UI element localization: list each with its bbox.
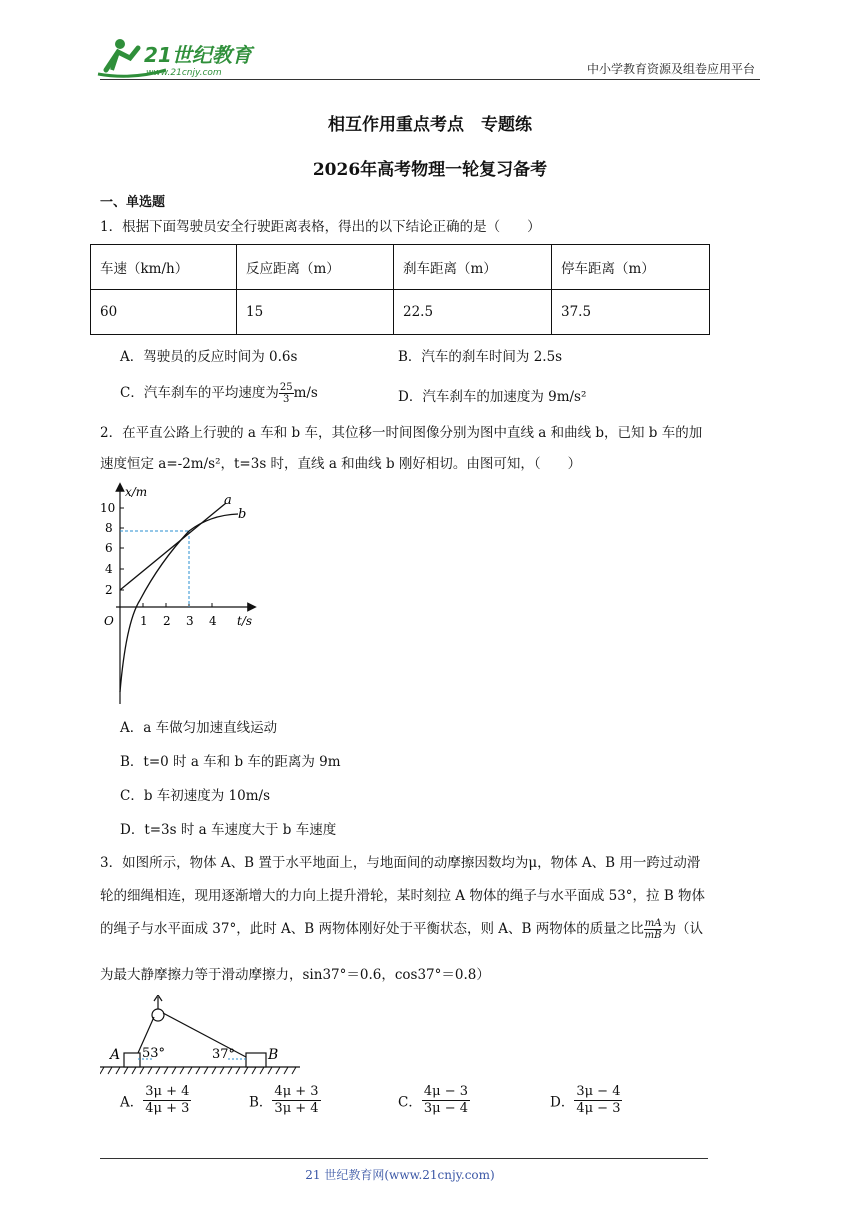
q3-option-b[interactable]: [249, 1084, 321, 1117]
x-tick-label: 1: [140, 614, 148, 628]
table-cell: 15: [237, 290, 394, 335]
q2-option-c[interactable]: C．b 车初速度为 10m/s: [120, 788, 271, 804]
q3-stem-line1: 3．如图所示，物体 A、B 置于水平地面上，与地面间的动摩擦因数均为μ，物体 A、B 用一跨过动滑: [100, 855, 701, 871]
q3-option-fraction: $\frac{3\mu - 4}{4\mu - 3}$: [576, 1084, 621, 1116]
q3-stem-line4: 为最大静摩擦力等于滑动摩擦力，sin37°＝0.6，cos37°＝0.8）: [100, 967, 490, 983]
q3-option-fraction: $\frac{4\mu - 3}{3\mu - 4}$: [423, 1084, 468, 1116]
site-logo: [92, 30, 262, 82]
line-a: [120, 503, 226, 590]
header-divider: [100, 79, 760, 80]
q1-option-c-text: C．汽车刹车的平均速度为: [120, 385, 279, 401]
page-subtitle: 2026年高考物理一轮复习备考: [312, 160, 548, 180]
x-axis-label: t/s: [237, 614, 253, 628]
x-tick-label: 2: [163, 614, 171, 628]
x-tick-label: 3: [186, 614, 194, 628]
block-a: [124, 1053, 140, 1067]
y-tick-label: 2: [105, 583, 113, 597]
footer-text[interactable]: 21 世纪教育网(www.21cnjy.com): [305, 1168, 495, 1182]
q1-option-b[interactable]: B．汽车的刹车时间为 2.5s: [398, 349, 563, 365]
q1-option-c-unit: m/s: [293, 385, 318, 401]
q2-option-b[interactable]: B．t=0 时 a 车和 b 车的距离为 9m: [120, 754, 341, 770]
y-tick-label: 4: [105, 562, 113, 576]
platform-label: 中小学教育资源及组卷应用平台: [586, 62, 755, 76]
table-row: [91, 290, 710, 335]
q1-table: [90, 244, 710, 335]
q3-stem-line3: [100, 916, 780, 943]
y-tick-label: 6: [105, 541, 113, 555]
pulley: [152, 1009, 164, 1021]
q3-option-label: A．: [120, 1094, 144, 1111]
q3-stem-line3-end: 为（认: [662, 921, 703, 937]
angle-b-label: 37°: [212, 1047, 236, 1062]
origin-label: O: [104, 614, 114, 628]
table-cell: 22.5: [394, 290, 552, 335]
q3-option-fraction: $\frac{4\mu + 3}{3\mu + 4}$: [274, 1084, 319, 1116]
q2-xt-graph: [100, 482, 270, 710]
q3-stem-line3-text: 的绳子与水平面成 37°，此时 A、B 两物体刚好处于平衡状态，则 A、B 两物体的质量之比: [100, 921, 644, 937]
table-header-cell: 停车距离（m）: [552, 245, 710, 290]
table-cell: 37.5: [552, 290, 710, 335]
q2-option-a[interactable]: A．a 车做匀加速直线运动: [120, 720, 278, 736]
q3-option-label: D．: [550, 1094, 575, 1111]
logo-text: 21世纪教育: [144, 43, 252, 67]
q3-option-fraction: $\frac{3\mu + 4}{4\mu + 3}$: [145, 1084, 190, 1116]
page-title: 相互作用重点考点 专题练: [328, 115, 532, 135]
q2-stem-line2: 速度恒定 a=-2m/s²，t=3s 时，直线 a 和曲线 b 刚好相切。由图可知，（ ）: [100, 456, 582, 472]
y-tick-label: 10: [100, 501, 116, 515]
q1-option-a[interactable]: A．驾驶员的反应时间为 0.6s: [120, 349, 298, 365]
q3-pulley-figure: [100, 995, 300, 1080]
q1-option-d[interactable]: D．汽车刹车的加速度为 9m/s²: [398, 389, 587, 405]
table-header-cell: 反应距离（m）: [237, 245, 394, 290]
section-heading: 一、单选题: [100, 195, 166, 210]
q1-option-c-fraction: $\frac{25}{3}$: [279, 382, 293, 405]
q2-option-d[interactable]: D．t=3s 时 a 车速度大于 b 车速度: [120, 822, 337, 838]
q3-option-label: B．: [249, 1094, 273, 1111]
table-header-cell: 车速（km/h）: [91, 245, 237, 290]
mass-ratio-fraction: $\frac{mA}{mB}$: [644, 918, 662, 941]
q3-option-d[interactable]: [550, 1084, 622, 1117]
table-row: [91, 245, 710, 290]
curve-b-label: b: [238, 507, 247, 522]
angle-a-label: 53°: [142, 1046, 166, 1061]
q1-option-c[interactable]: [120, 381, 318, 405]
y-tick-label: 8: [105, 521, 113, 535]
q3-option-label: C．: [398, 1094, 422, 1111]
table-cell: 60: [91, 290, 237, 335]
q3-option-c[interactable]: [398, 1084, 470, 1117]
block-b: [246, 1053, 266, 1067]
logo-url: www.21cnjy.com: [146, 68, 222, 78]
q1-stem: 1．根据下面驾驶员安全行驶距离表格，得出的以下结论正确的是（ ）: [100, 219, 541, 235]
x-tick-label: 4: [209, 614, 217, 628]
footer-divider: [100, 1158, 708, 1159]
q2-stem-line1: 2．在平直公路上行驶的 a 车和 b 车，其位移一时间图像分别为图中直线 a 和曲线 b，已知 b 车的加: [100, 425, 703, 441]
q3-stem-line2: 轮的细绳相连，现用逐渐增大的力向上提升滑轮，某时刻拉 A 物体的绳子与水平面成 53°，拉 B 物体: [100, 888, 706, 904]
table-header-cell: 刹车距离（m）: [394, 245, 552, 290]
block-b-label: B: [268, 1047, 279, 1063]
q3-option-a[interactable]: [120, 1084, 191, 1117]
curve-b: [120, 514, 238, 692]
y-axis-label: x/m: [125, 485, 148, 499]
line-a-label: a: [224, 493, 232, 508]
block-a-label: A: [110, 1047, 121, 1063]
